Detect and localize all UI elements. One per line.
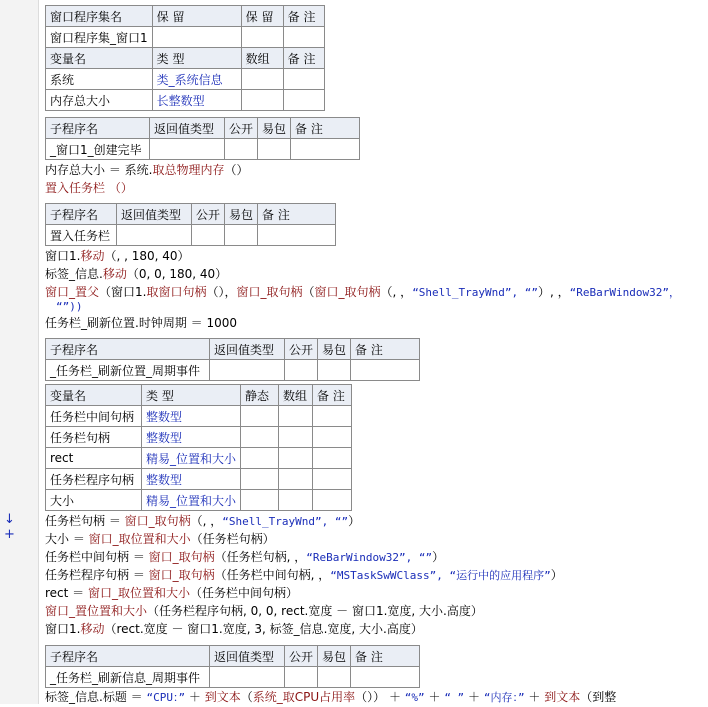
command-name: 窗口_取句柄 [314,285,381,299]
code-line[interactable] [45,530,275,548]
code-text: 大小 ＝ [45,532,89,546]
code-text: （任务栏句柄） [190,532,275,546]
breakpoint-marker-icon[interactable]: ↓ + [4,512,18,542]
command-name: 取窗口句柄 [146,285,207,299]
public-cell[interactable] [285,360,318,381]
code-text: （任务栏句柄, ， [214,550,307,564]
header-return-type: 返回值类型 [210,339,285,360]
code-text: ＋ [424,690,445,704]
assembly-name-cell[interactable]: 窗口程序集_窗口1 [46,27,153,48]
remark-cell[interactable] [283,90,324,111]
variable-name-cell[interactable]: 任务栏句柄 [46,427,142,448]
code-text: ＋ [524,690,545,704]
return-type-cell[interactable] [117,225,192,246]
header-type: 类 型 [152,48,241,69]
return-type-cell[interactable] [150,139,225,160]
code-text: （任务栏中间句柄, ， [214,568,331,582]
string-literal: “ReBarWindow32”， [569,286,681,299]
remark-cell[interactable] [313,469,352,490]
command-name: 移动 [80,249,105,263]
code-text: （ [240,690,253,704]
header-public: 公开 [285,339,318,360]
header-subroutine-name: 子程序名 [46,646,210,667]
remark-cell[interactable] [313,490,352,511]
table-row[interactable] [46,448,352,469]
easy-pack-cell[interactable] [318,667,351,688]
command-name: 到文本 [544,690,581,704]
code-text: 窗口1. [45,622,81,636]
table-row[interactable] [46,667,420,688]
remark-cell[interactable] [283,27,324,48]
header-array: 数组 [241,48,283,69]
code-text: 标签_信息.标题 ＝ [45,690,147,704]
command-name: 窗口_取位置和大小 [88,586,191,600]
remark-cell[interactable] [313,427,352,448]
table-row[interactable] [46,469,352,490]
header-remark: 备 注 [258,204,336,225]
code-line[interactable] [45,688,616,706]
static-cell[interactable] [241,469,279,490]
header-static: 静态 [241,385,279,406]
variable-type-cell[interactable]: 精易_位置和大小 [142,448,241,469]
code-line[interactable] [45,620,423,638]
code-text: （rect.宽度 － 窗口1.宽度, 3, 标签_信息.宽度, 大小.高度） [104,622,423,636]
code-line[interactable] [45,161,248,179]
subroutine-name-cell[interactable]: _任务栏_刷新位置_周期事件 [46,360,210,381]
string-literal: “ ” [444,691,465,704]
header-subroutine-name: 子程序名 [46,204,117,225]
command-name: 窗口_置父 [45,285,100,299]
code-text: ）, ， [538,285,570,299]
subroutine-name-cell[interactable]: 置入任务栏 [46,225,117,246]
command-name: 取总物理内存 [152,163,225,177]
reserved-cell-1[interactable] [152,27,241,48]
command-name: 置入任务栏 （） [45,181,133,195]
string-literal: “%” [404,691,425,704]
assembly-table [45,5,325,111]
code-line[interactable] [45,265,227,283]
code-text: （, , 180, 40） [104,249,190,263]
string-literal: “MSTaskSwWClass”, “运行中的应用程序” [330,569,551,582]
table-row[interactable] [46,90,325,111]
header-easy-pack: 易包 [258,118,291,139]
code-line[interactable] [45,584,298,602]
code-text: （ [302,285,315,299]
local-variables-table [45,384,352,511]
header-public: 公开 [192,204,225,225]
command-name: 窗口_置位置和大小 [45,604,148,618]
command-name: 系统_取CPU占用率 [252,690,356,704]
remark-cell[interactable] [283,69,324,90]
array-cell[interactable] [241,90,283,111]
code-text: 任务栏程序句柄 ＝ [45,568,149,582]
code-text: （, ， [190,514,223,528]
remark-cell[interactable] [313,448,352,469]
code-text: ） [348,514,361,528]
code-text: （0, 0, 180, 40） [126,267,228,281]
variable-name-cell[interactable]: 大小 [46,490,142,511]
table-row[interactable] [46,139,360,160]
string-literal: “Shell_TrayWnd”, “” [222,515,349,528]
subroutine-table [45,203,336,246]
command-name: 窗口_取句柄 [148,550,215,564]
string-literal: “内存：” [483,691,525,704]
code-text: 任务栏中间句柄 ＝ [45,550,149,564]
code-line[interactable] [56,297,83,315]
public-cell[interactable] [225,139,258,160]
header-easy-pack: 易包 [225,204,258,225]
header-variable-name: 变量名 [46,385,142,406]
subroutine-table [45,338,420,381]
header-assembly-name: 窗口程序集名 [46,6,153,27]
return-type-cell[interactable] [210,667,285,688]
header-public: 公开 [225,118,258,139]
remark-cell[interactable] [351,360,420,381]
command-name: 窗口_取句柄 [124,514,191,528]
code-text: （） [224,163,249,177]
table-row[interactable] [46,69,325,90]
header-remark: 备 注 [283,48,324,69]
header-return-type: 返回值类型 [117,204,192,225]
header-return-type: 返回值类型 [210,646,285,667]
code-text: 窗口1. [45,249,81,263]
easy-pack-cell[interactable] [318,360,351,381]
remark-cell[interactable] [313,406,352,427]
array-cell[interactable] [241,69,283,90]
command-name: 移动 [80,622,105,636]
code-text: ＋ [464,690,484,704]
header-subroutine-name: 子程序名 [46,339,210,360]
code-text: （窗口1. [99,285,147,299]
code-text: （）） ＋ [355,690,405,704]
subroutine-table [45,117,360,160]
code-line[interactable] [45,548,444,566]
variable-type-cell[interactable]: 整数型 [142,406,241,427]
code-text: ） [550,568,563,582]
array-cell[interactable] [279,448,313,469]
header-subroutine-name: 子程序名 [46,118,150,139]
header-public: 公开 [285,646,318,667]
static-cell[interactable] [241,448,279,469]
variable-name-cell[interactable]: 系统 [46,69,153,90]
code-text: （任务栏程序句柄, 0, 0, rect.宽度 － 窗口1.宽度, 大小.高度） [147,604,483,618]
command-name: 到文本 [204,690,241,704]
code-text: ＋ [185,690,205,704]
header-reserved-1: 保 留 [152,6,241,27]
string-literal: “CPU：” [146,691,186,704]
header-type: 类 型 [142,385,241,406]
number-literal: 1000 [206,316,237,330]
table-row[interactable] [46,490,352,511]
easy-pack-cell[interactable] [225,225,258,246]
code-line[interactable] [45,247,190,265]
array-cell[interactable] [279,427,313,448]
code-editor[interactable] [44,0,708,704]
subroutine-name-cell[interactable]: _窗口1_创建完毕 [46,139,150,160]
table-row[interactable] [46,427,352,448]
easy-pack-cell[interactable] [258,139,291,160]
public-cell[interactable] [285,667,318,688]
code-line[interactable] [45,566,563,584]
public-cell[interactable] [192,225,225,246]
code-line[interactable] [45,602,483,620]
remark-cell[interactable] [258,225,336,246]
variable-type-cell[interactable]: 整数型 [142,469,241,490]
static-cell[interactable] [241,490,279,511]
code-text: 任务栏句柄 ＝ [45,514,125,528]
return-type-cell[interactable] [210,360,285,381]
line-gutter [0,0,39,704]
variable-type-cell[interactable]: 精易_位置和大小 [142,490,241,511]
remark-cell[interactable] [291,139,360,160]
code-line[interactable] [45,179,133,197]
table-row[interactable] [46,406,352,427]
variable-type-cell[interactable]: 整数型 [142,427,241,448]
header-remark: 备 注 [351,339,420,360]
array-cell[interactable] [279,469,313,490]
remark-cell[interactable] [351,667,420,688]
code-text: 内存总大小 ＝ 系统. [45,163,153,177]
variable-type-cell[interactable]: 类_系统信息 [152,69,241,90]
reserved-cell-2[interactable] [241,27,283,48]
subroutine-name-cell[interactable]: _任务栏_刷新信息_周期事件 [46,667,210,688]
header-remark: 备 注 [283,6,324,27]
code-text: ） [432,550,445,564]
header-remark: 备 注 [351,646,420,667]
command-name: 窗口_取位置和大小 [88,532,191,546]
header-reserved-2: 保 留 [241,6,283,27]
variable-name-cell[interactable]: 内存总大小 [46,90,153,111]
code-text: （到整 [580,690,617,704]
variable-name-cell[interactable]: 任务栏中间句柄 [46,406,142,427]
header-return-type: 返回值类型 [150,118,225,139]
code-text: 标签_信息. [45,267,103,281]
code-text: （, ， [380,285,413,299]
variable-name-cell[interactable]: rect [46,448,142,469]
header-variable-name: 变量名 [46,48,153,69]
array-cell[interactable] [279,490,313,511]
variable-type-cell[interactable]: 长整数型 [152,90,241,111]
header-array: 数组 [279,385,313,406]
static-cell[interactable] [241,406,279,427]
header-remark: 备 注 [291,118,360,139]
command-name: 窗口_取句柄 [236,285,303,299]
table-row[interactable] [46,360,420,381]
code-text: （）， [206,285,237,299]
code-text: 任务栏_刷新位置.时钟周期 ＝ [45,316,207,330]
code-line[interactable] [45,314,237,332]
subroutine-table [45,645,420,688]
command-name: 移动 [102,267,127,281]
table-row[interactable] [46,225,336,246]
command-name: 窗口_取句柄 [148,568,215,582]
header-easy-pack: 易包 [318,339,351,360]
array-cell[interactable] [279,406,313,427]
variable-name-cell[interactable]: 任务栏程序句柄 [46,469,142,490]
static-cell[interactable] [241,427,279,448]
code-line[interactable] [45,512,360,530]
code-text: （任务栏中间句柄） [190,586,299,600]
code-line[interactable] [45,283,680,301]
header-remark: 备 注 [313,385,352,406]
string-literal: “Shell_TrayWnd”, “” [412,286,539,299]
header-easy-pack: 易包 [318,646,351,667]
string-literal: “”)) [56,300,83,313]
code-text: rect ＝ [45,586,88,600]
string-literal: “ReBarWindow32”, “” [306,551,433,564]
